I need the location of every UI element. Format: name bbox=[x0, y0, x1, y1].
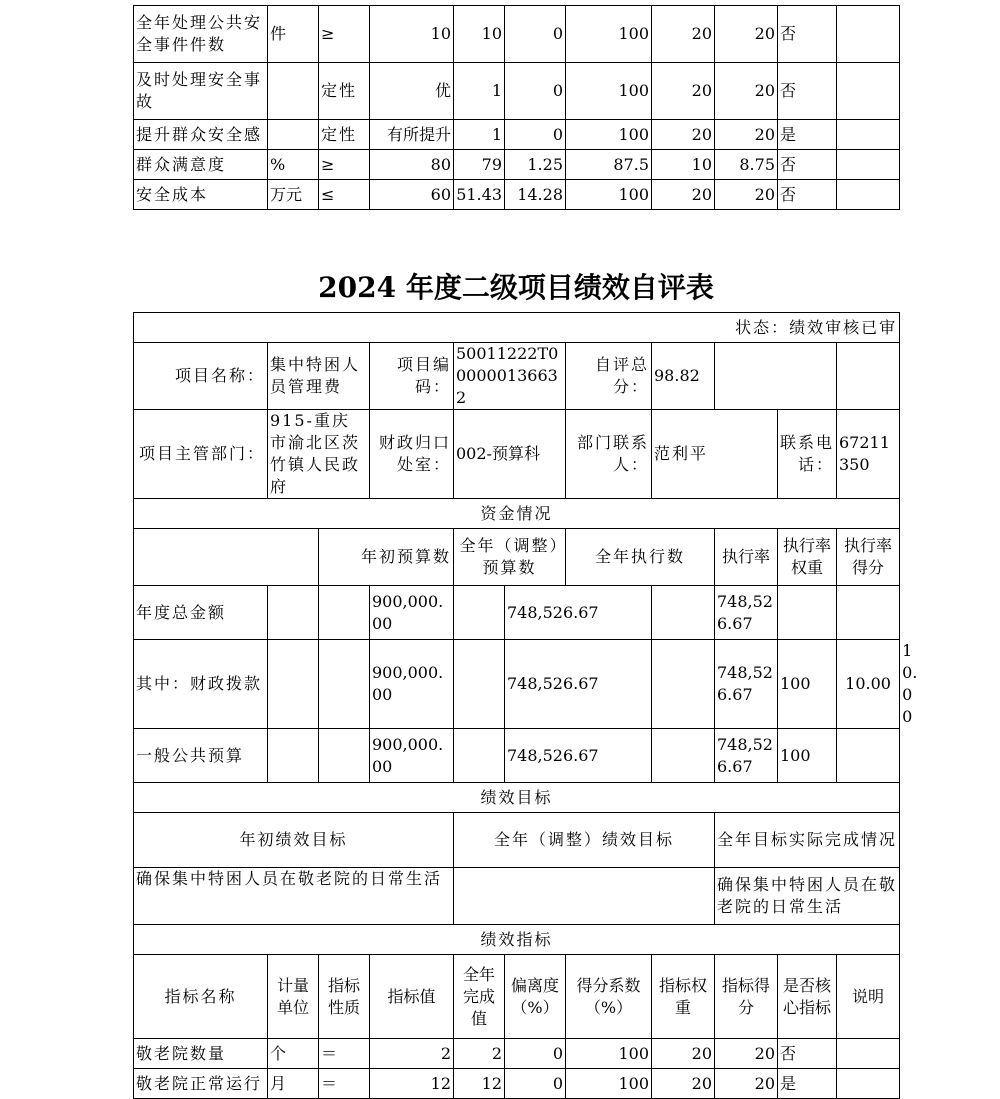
indicator-coef: 87.5 bbox=[566, 150, 652, 180]
ind-header-note: 说明 bbox=[837, 955, 900, 1039]
funds-adjusted: 748,526.67 bbox=[505, 729, 652, 783]
indicator-unit: % bbox=[268, 150, 319, 180]
indicator-weight: 20 bbox=[652, 6, 715, 63]
indicator-nature: ≥ bbox=[319, 150, 370, 180]
indicator-weight: 20 bbox=[652, 1039, 715, 1069]
blank-cell bbox=[319, 729, 370, 783]
indicator-unit: 月 bbox=[268, 1069, 319, 1099]
project-name: 集中特困人员管理费 bbox=[268, 343, 370, 410]
funds-executed: 748,526.67 bbox=[715, 640, 778, 729]
indicator-deviation: 1.25 bbox=[505, 150, 566, 180]
funds-weight: 10.00 bbox=[837, 640, 900, 729]
indicator-core: 是 bbox=[778, 1069, 837, 1099]
indicator-note bbox=[837, 63, 900, 120]
indicator-name: 及时处理安全事故 bbox=[134, 63, 268, 120]
indicator-core: 是 bbox=[778, 120, 837, 150]
indicator-actual: 12 bbox=[454, 1069, 505, 1099]
self-evaluation-table bbox=[133, 312, 918, 1099]
self-score-label: 自评总分： bbox=[566, 343, 652, 410]
contact-value: 范利平 bbox=[652, 410, 778, 499]
indicator-target: 2 bbox=[370, 1039, 454, 1069]
indicator-nature: ＝ bbox=[319, 1069, 370, 1099]
funds-header-rate: 执行率 bbox=[715, 529, 778, 586]
table-row bbox=[134, 150, 900, 180]
indicator-nature: ≤ bbox=[319, 180, 370, 210]
funds-weight bbox=[837, 729, 900, 783]
table-row bbox=[134, 1039, 900, 1069]
indicator-unit: 万元 bbox=[268, 180, 319, 210]
goals-header-adjusted: 全年（调整）绩效目标 bbox=[454, 813, 715, 868]
top-indicator-body bbox=[134, 6, 900, 210]
blank-cell bbox=[652, 586, 715, 640]
funds-initial: 900,000.00 bbox=[370, 586, 454, 640]
indicator-actual: 51.43 bbox=[454, 180, 505, 210]
indicator-deviation: 0 bbox=[505, 63, 566, 120]
table-row bbox=[134, 120, 900, 150]
ind-header-coef: 得分系数（%） bbox=[566, 955, 652, 1039]
table-row bbox=[134, 63, 900, 120]
funds-executed: 748,526.67 bbox=[715, 729, 778, 783]
indicator-core: 否 bbox=[778, 150, 837, 180]
indicator-name: 敬老院数量 bbox=[134, 1039, 268, 1069]
funds-adjusted: 748,526.67 bbox=[505, 640, 652, 729]
goal-initial: 确保集中特困人员在敬老院的日常生活 bbox=[134, 868, 454, 925]
indicator-coef: 100 bbox=[566, 1039, 652, 1069]
funds-adjusted: 748,526.67 bbox=[505, 586, 652, 640]
funds-rate: 100 bbox=[778, 729, 837, 783]
funds-rate: 100 bbox=[778, 640, 837, 729]
indicator-target: 优 bbox=[370, 63, 454, 120]
indicator-target: 12 bbox=[370, 1069, 454, 1099]
blank-cell bbox=[268, 729, 319, 783]
table-row bbox=[134, 586, 900, 640]
funds-row-label: 年度总金额 bbox=[134, 586, 268, 640]
indicator-weight: 20 bbox=[652, 120, 715, 150]
funds-weight bbox=[837, 586, 900, 640]
ind-header-weight: 指标权重 bbox=[652, 955, 715, 1039]
indicator-deviation: 14.28 bbox=[505, 180, 566, 210]
ind-header-core: 是否核心指标 bbox=[778, 955, 837, 1039]
indicator-nature: 定性 bbox=[319, 63, 370, 120]
page-title: 2024 年度二级项目绩效自评表 bbox=[318, 271, 714, 304]
dept-label: 项目主管部门： bbox=[134, 410, 268, 499]
indicator-weight: 20 bbox=[652, 180, 715, 210]
indicator-actual: 1 bbox=[454, 63, 505, 120]
indicator-core: 否 bbox=[778, 180, 837, 210]
indicator-target: 80 bbox=[370, 150, 454, 180]
blank-cell bbox=[652, 729, 715, 783]
project-code-label: 项目编码： bbox=[370, 343, 454, 410]
goal-actual: 确保集中特困人员在敬老院的日常生活 bbox=[715, 868, 900, 925]
blank-cell bbox=[319, 586, 370, 640]
funds-header-initial: 年初预算数 bbox=[319, 529, 454, 586]
funds-header-blank bbox=[134, 529, 319, 586]
ind-header-deviation: 偏离度（%） bbox=[505, 955, 566, 1039]
funds-initial: 900,000.00 bbox=[370, 729, 454, 783]
table-row bbox=[134, 1069, 900, 1099]
ind-header-score: 指标得分 bbox=[715, 955, 778, 1039]
blank-cell bbox=[454, 729, 505, 783]
indicator-note bbox=[837, 1069, 900, 1099]
indicator-weight: 20 bbox=[652, 63, 715, 120]
blank-cell bbox=[454, 586, 505, 640]
blank-cell bbox=[837, 343, 900, 410]
goals-header-initial: 年初绩效目标 bbox=[134, 813, 454, 868]
indicator-actual: 10 bbox=[454, 6, 505, 63]
blank-cell bbox=[715, 343, 837, 410]
indicator-nature: ≥ bbox=[319, 6, 370, 63]
indicator-deviation: 0 bbox=[505, 6, 566, 63]
project-code: 50011222T000000136632 bbox=[454, 343, 566, 410]
indicators-body bbox=[134, 1039, 900, 1099]
project-name-label: 项目名称： bbox=[134, 343, 268, 410]
phone-label: 联系电话： bbox=[778, 410, 837, 499]
indicator-unit: 件 bbox=[268, 6, 319, 63]
indicator-score: 20 bbox=[715, 63, 778, 120]
blank-cell bbox=[268, 640, 319, 729]
indicator-score: 20 bbox=[715, 180, 778, 210]
indicator-target: 有所提升 bbox=[370, 120, 454, 150]
funds-rate bbox=[778, 586, 837, 640]
top-indicator-table bbox=[133, 5, 900, 210]
funds-body bbox=[134, 586, 918, 783]
indicator-deviation: 0 bbox=[505, 1069, 566, 1099]
funds-header-score: 执行率得分 bbox=[837, 529, 900, 586]
indicator-actual: 2 bbox=[454, 1039, 505, 1069]
office-value: 002-预算科 bbox=[454, 410, 566, 499]
indicator-actual: 1 bbox=[454, 120, 505, 150]
indicator-coef: 100 bbox=[566, 180, 652, 210]
ind-header-actual: 全年完成值 bbox=[454, 955, 505, 1039]
indicator-unit: 个 bbox=[268, 1039, 319, 1069]
indicator-deviation: 0 bbox=[505, 1039, 566, 1069]
blank-cell bbox=[319, 640, 370, 729]
office-label: 财政归口处室： bbox=[370, 410, 454, 499]
dept-value: 915-重庆市渝北区茨竹镇人民政府 bbox=[268, 410, 370, 499]
blank-cell bbox=[652, 640, 715, 729]
self-score: 98.82 bbox=[652, 343, 715, 410]
indicator-coef: 100 bbox=[566, 63, 652, 120]
indicator-note bbox=[837, 180, 900, 210]
indicator-core: 否 bbox=[778, 6, 837, 63]
funds-row-label: 一般公共预算 bbox=[134, 729, 268, 783]
indicator-unit bbox=[268, 63, 319, 120]
funds-executed: 748,526.67 bbox=[715, 586, 778, 640]
phone-value: 67211350 bbox=[837, 410, 900, 499]
table-row bbox=[134, 6, 900, 63]
indicator-weight: 10 bbox=[652, 150, 715, 180]
indicator-nature: ＝ bbox=[319, 1039, 370, 1069]
blank-cell bbox=[268, 586, 319, 640]
indicator-nature: 定性 bbox=[319, 120, 370, 150]
indicator-weight: 20 bbox=[652, 1069, 715, 1099]
funds-header-executed: 全年执行数 bbox=[566, 529, 715, 586]
funds-header-weight: 执行率权重 bbox=[778, 529, 837, 586]
indicator-core: 否 bbox=[778, 1039, 837, 1069]
indicator-unit bbox=[268, 120, 319, 150]
goals-section-title: 绩效目标 bbox=[134, 783, 900, 813]
indicator-score: 20 bbox=[715, 1039, 778, 1069]
indicator-name: 提升群众安全感 bbox=[134, 120, 268, 150]
indicator-score: 20 bbox=[715, 1069, 778, 1099]
indicators-section-title: 绩效指标 bbox=[134, 925, 900, 955]
ind-header-name: 指标名称 bbox=[134, 955, 268, 1039]
status-cell: 状态：绩效审核已审 bbox=[134, 313, 900, 343]
indicator-actual: 79 bbox=[454, 150, 505, 180]
goal-adjusted bbox=[454, 868, 715, 925]
table-row bbox=[134, 729, 900, 783]
indicator-core: 否 bbox=[778, 63, 837, 120]
indicator-target: 60 bbox=[370, 180, 454, 210]
indicator-target: 10 bbox=[370, 6, 454, 63]
table-row: 其中：财政拨款 900,000.00 748,526.67 748,526.67 100 10.00 10.00 bbox=[134, 640, 900, 729]
blank-cell bbox=[454, 640, 505, 729]
indicator-name: 安全成本 bbox=[134, 180, 268, 210]
goals-header-actual: 全年目标实际完成情况 bbox=[715, 813, 900, 868]
funds-section-title: 资金情况 bbox=[134, 499, 900, 529]
indicator-name: 敬老院正常运行 bbox=[134, 1069, 268, 1099]
indicator-coef: 100 bbox=[566, 1069, 652, 1099]
indicator-name: 全年处理公共安全事件件数 bbox=[134, 6, 268, 63]
contact-label: 部门联系人： bbox=[566, 410, 652, 499]
indicator-note bbox=[837, 150, 900, 180]
indicator-coef: 100 bbox=[566, 120, 652, 150]
indicator-note bbox=[837, 120, 900, 150]
funds-row-label: 其中：财政拨款 bbox=[134, 640, 268, 729]
indicator-score: 8.75 bbox=[715, 150, 778, 180]
indicator-score: 20 bbox=[715, 6, 778, 63]
ind-header-unit: 计量单位 bbox=[268, 955, 319, 1039]
indicator-deviation: 0 bbox=[505, 120, 566, 150]
indicator-coef: 100 bbox=[566, 6, 652, 63]
ind-header-target: 指标值 bbox=[370, 955, 454, 1039]
table-row bbox=[134, 180, 900, 210]
funds-initial: 900,000.00 bbox=[370, 640, 454, 729]
indicator-score: 20 bbox=[715, 120, 778, 150]
indicator-note bbox=[837, 1039, 900, 1069]
funds-header-adjusted: 全年（调整）预算数 bbox=[454, 529, 566, 586]
ind-header-nature: 指标性质 bbox=[319, 955, 370, 1039]
indicator-note bbox=[837, 6, 900, 63]
indicator-name: 群众满意度 bbox=[134, 150, 268, 180]
